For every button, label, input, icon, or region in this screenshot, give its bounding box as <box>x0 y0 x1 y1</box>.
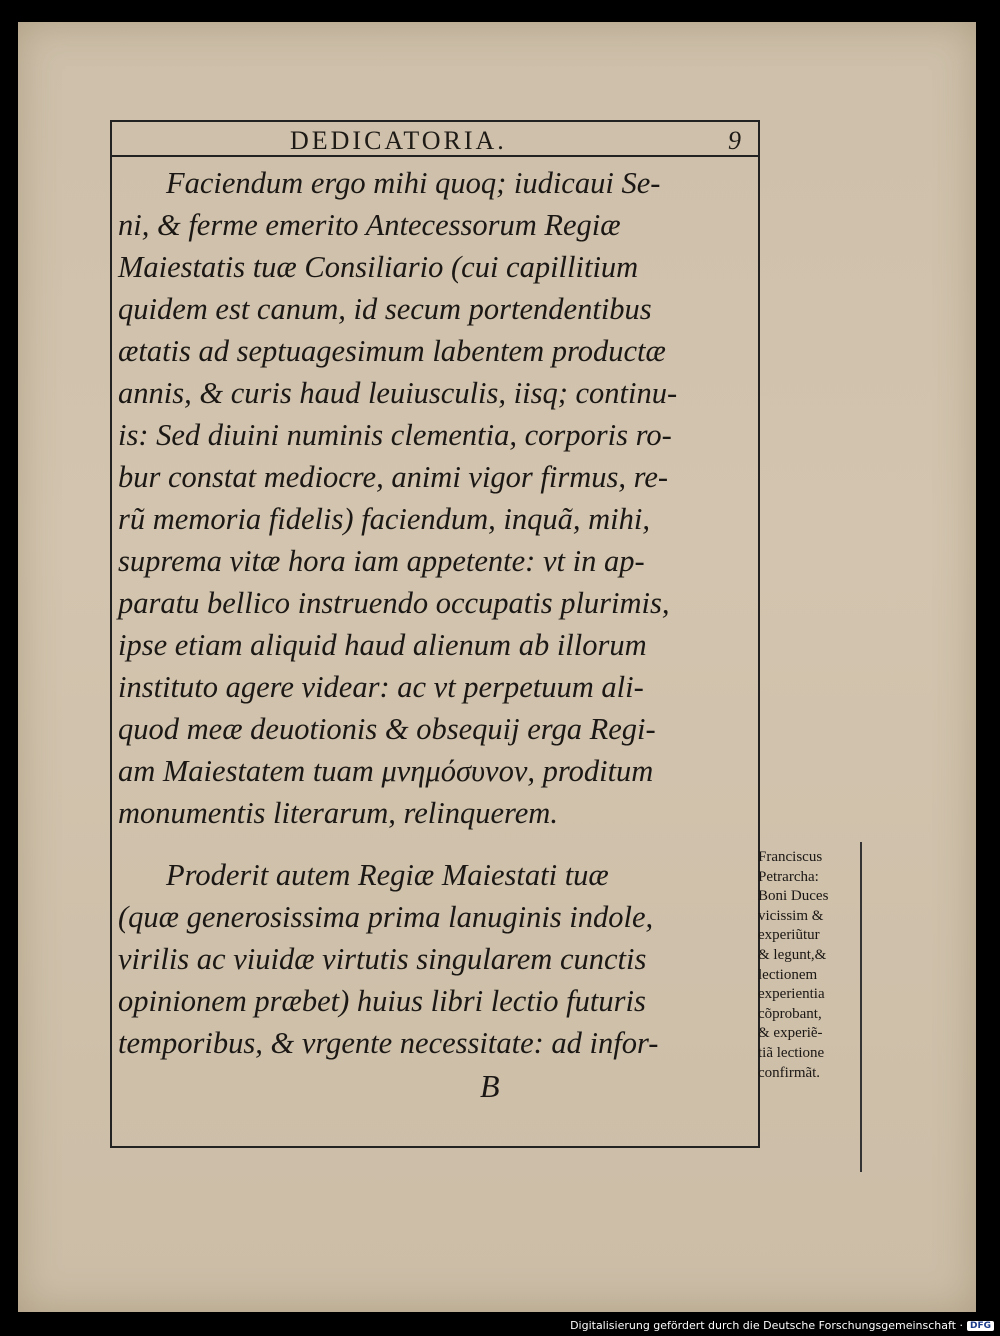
note-line: & legunt,& <box>758 946 827 963</box>
text-line: Maiestatis tuæ Consiliario (cui capillitium <box>118 250 639 284</box>
dfg-logo: DFG <box>967 1321 994 1331</box>
text-line: Proderit autem Regiæ Maiestati tuæ <box>166 858 609 892</box>
page-number: 9 <box>728 126 741 155</box>
text-line: is: Sed diuini numinis clementia, corporis ro- <box>118 418 672 452</box>
text-line: temporibus, & vrgente necessitate: ad infor- <box>118 1026 659 1060</box>
text-line: virilis ac viuidæ virtutis singularem cunctis <box>118 942 647 976</box>
frame-rule-top <box>110 120 760 122</box>
text-line: ipse etiam aliquid haud alienum ab illorum <box>118 628 647 662</box>
text-line: quidem est canum, id secum portendentibus <box>118 292 652 326</box>
text-line: annis, & curis haud leuiusculis, iisq; continu- <box>118 376 678 410</box>
text-line: monumentis literarum, relinquerem. <box>118 796 558 830</box>
text-line: suprema vitæ hora iam appetente: vt in ap- <box>118 544 645 578</box>
note-line: vicissim & <box>758 907 824 924</box>
text-line: instituto agere videar: ac vt perpetuum ali- <box>118 670 644 704</box>
note-line: & experiẽ- <box>758 1025 823 1042</box>
text-line: (quæ generosissima prima lanuginis indole, <box>118 900 654 934</box>
text-line: ætatis ad septuagesimum labentem productæ <box>118 334 666 368</box>
note-line: Franciscus <box>758 849 823 865</box>
text-line: bur constat mediocre, animi vigor firmus, re- <box>118 460 669 494</box>
note-line: Boni Duces <box>758 888 829 905</box>
text-line: am Maiestatem tuam μνημόσυνον, proditum <box>118 754 654 788</box>
running-head: DEDICATORIA. <box>290 126 507 155</box>
text-line: opinionem præbet) huius libri lectio futuris <box>118 984 646 1018</box>
note-line: Petrarcha: <box>758 868 819 885</box>
text-line: quod meæ deuotionis & obsequij erga Regi- <box>118 712 656 746</box>
text-line: rũ memoria fidelis) faciendum, inquã, mihi, <box>118 502 651 536</box>
note-line: experiũtur <box>758 927 820 944</box>
note-line: lectionem <box>758 966 818 983</box>
signature-mark: B <box>480 1068 500 1104</box>
note-line: experientia <box>758 986 825 1003</box>
frame-rule-bottom <box>110 1146 760 1148</box>
book-page <box>18 22 976 1312</box>
funding-footer <box>570 1319 994 1332</box>
footer-text: Digitalisierung gefördert durch die Deutsche Forschungsgemeinschaft · <box>570 1319 963 1332</box>
text-line: ni, & ferme emerito Antecessorum Regiæ <box>118 208 621 242</box>
text-line: paratu bellico instruendo occupatis plurimis, <box>118 586 670 620</box>
note-line: confirmãt. <box>758 1064 821 1081</box>
note-line: tiã lectione <box>758 1044 825 1061</box>
frame-rule-left <box>110 120 112 1148</box>
note-line: cõprobant, <box>758 1005 822 1022</box>
marginal-note <box>758 848 862 1083</box>
text-line: Faciendum ergo mihi quoq; iudicaui Se- <box>166 166 661 200</box>
body-text <box>118 162 754 1064</box>
